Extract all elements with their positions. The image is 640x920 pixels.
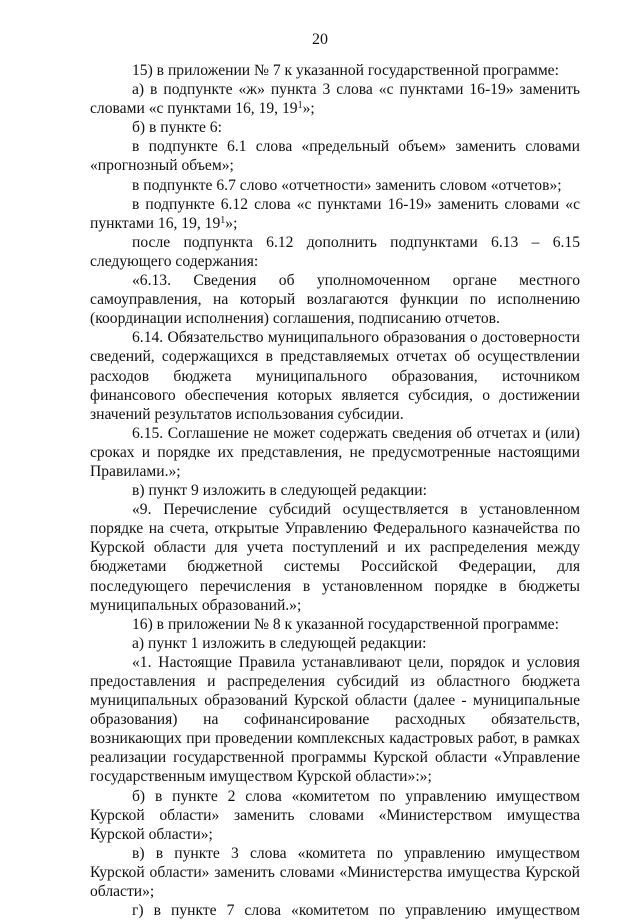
- paragraph-subitem-g-16: [90, 901, 580, 920]
- paragraph-subitem-a-16: [90, 634, 580, 653]
- paragraph-addition: [90, 233, 580, 271]
- paragraph-point-1: [90, 653, 580, 787]
- paragraph-subpoint-6-1: [90, 137, 580, 175]
- paragraph-text: «1. Настоящие Правила устанавливают цели, порядок и условия предоставления и распределения субсидий из областного бюджета муниципальных образований Курской области (далее - муниципальные образования) на софинансирование расходных обязательств, возникающих при проведении комплексных кадастровых работ, в рамках реализации государственной программы Курской области «Управление государственным имуществом Курской области»:»;: [90, 653, 580, 786]
- paragraph-text: а) в подпункте «ж» пункта 3 слова «с пунктами 16-19» заменить словами «с пунктами 16, 19, 19: [90, 81, 580, 118]
- paragraph-text: в подпункте 6.12 слова «с пунктами 16-19» заменить словами «с пунктами 16, 19, 19: [90, 195, 580, 232]
- page-number: 20: [312, 31, 328, 48]
- superscript: 1: [297, 100, 303, 112]
- paragraph-item-16: [90, 615, 580, 634]
- paragraph-tail: »;: [225, 214, 238, 232]
- paragraph-tail: »;: [302, 100, 315, 118]
- paragraph-text: в) в пункте 3 слова «комитета по управлению имуществом Курской области» заменить словами «Министерства имущества Курской области»;: [90, 844, 580, 901]
- paragraph-text: г) в пункте 7 слова «комитетом по управлению имуществом: [132, 902, 580, 920]
- paragraph-6-15: [90, 424, 580, 481]
- paragraph-text: 16) в приложении № 8 к указанной государственной программе:: [132, 615, 559, 633]
- paragraph-text: 15) в приложении № 7 к указанной государственной программе:: [132, 62, 559, 79]
- superscript: 1: [220, 214, 226, 226]
- paragraph-6-14: [90, 328, 580, 423]
- paragraph-text: б) в пункте 2 слова «комитетом по управлению имуществом Курской области» заменить словами «Министерством имущества Курской области»;: [90, 787, 580, 843]
- paragraph-point-9: [90, 500, 580, 615]
- paragraph-text: «9. Перечисление субсидий осуществляется в установленном порядке на счета, открытые Управлению Федерального казначейства по Курской области для учета поступлений и их распределения между бюджетами бюджетной системы Российской Федерации, для последующего перечисления в установленном порядке в бюджеты муниципальных образований.»;: [90, 501, 580, 614]
- paragraph-text: б) в пункте 6:: [132, 119, 222, 137]
- paragraph-subpoint-6-12: [90, 195, 580, 233]
- paragraph-text: в подпункте 6.7 слово «отчетности» заменить словом «отчетов»;: [132, 176, 562, 194]
- paragraph-subitem-b-16: [90, 787, 580, 844]
- paragraph-text: 6.15. Соглашение не может содержать сведения об отчетах и (или) сроках и порядке их представления, не предусмотренные настоящими Правилами.»;: [90, 424, 580, 480]
- paragraph-text: а) пункт 1 изложить в следующей редакции:: [132, 634, 427, 652]
- paragraph-6-13: [90, 271, 580, 328]
- paragraph-text: в) пункт 9 изложить в следующей редакции:: [132, 482, 427, 500]
- paragraph-text: в подпункте 6.1 слова «предельный объем» заменить словами «прогнозный объем»;: [90, 138, 580, 175]
- paragraph-subitem-a: [90, 80, 580, 118]
- document-body: [90, 61, 580, 920]
- paragraph-subpoint-6-7: [90, 176, 580, 195]
- paragraph-text: после подпункта 6.12 дополнить подпунктами 6.13 – 6.15 следующего содержания:: [90, 233, 580, 270]
- paragraph-text: 6.14. Обязательство муниципального образования о достоверности сведений, содержащихся в представляемых отчетах об осуществлении расходов бюджета муниципального образования, источником финансового обеспечения которых является субсидия, о достижении значений результатов использования субсидии.: [90, 329, 580, 423]
- paragraph-text: «6.13. Сведения об уполномоченном органе местного самоуправления, на который возлагаются функции по исполнению (координации исполнения) соглашения, подписанию отчетов.: [90, 272, 580, 328]
- paragraph-subitem-v-16: [90, 844, 580, 901]
- paragraph-subitem-v: [90, 481, 580, 500]
- paragraph-item-15: [90, 61, 580, 80]
- paragraph-subitem-b: [90, 118, 580, 137]
